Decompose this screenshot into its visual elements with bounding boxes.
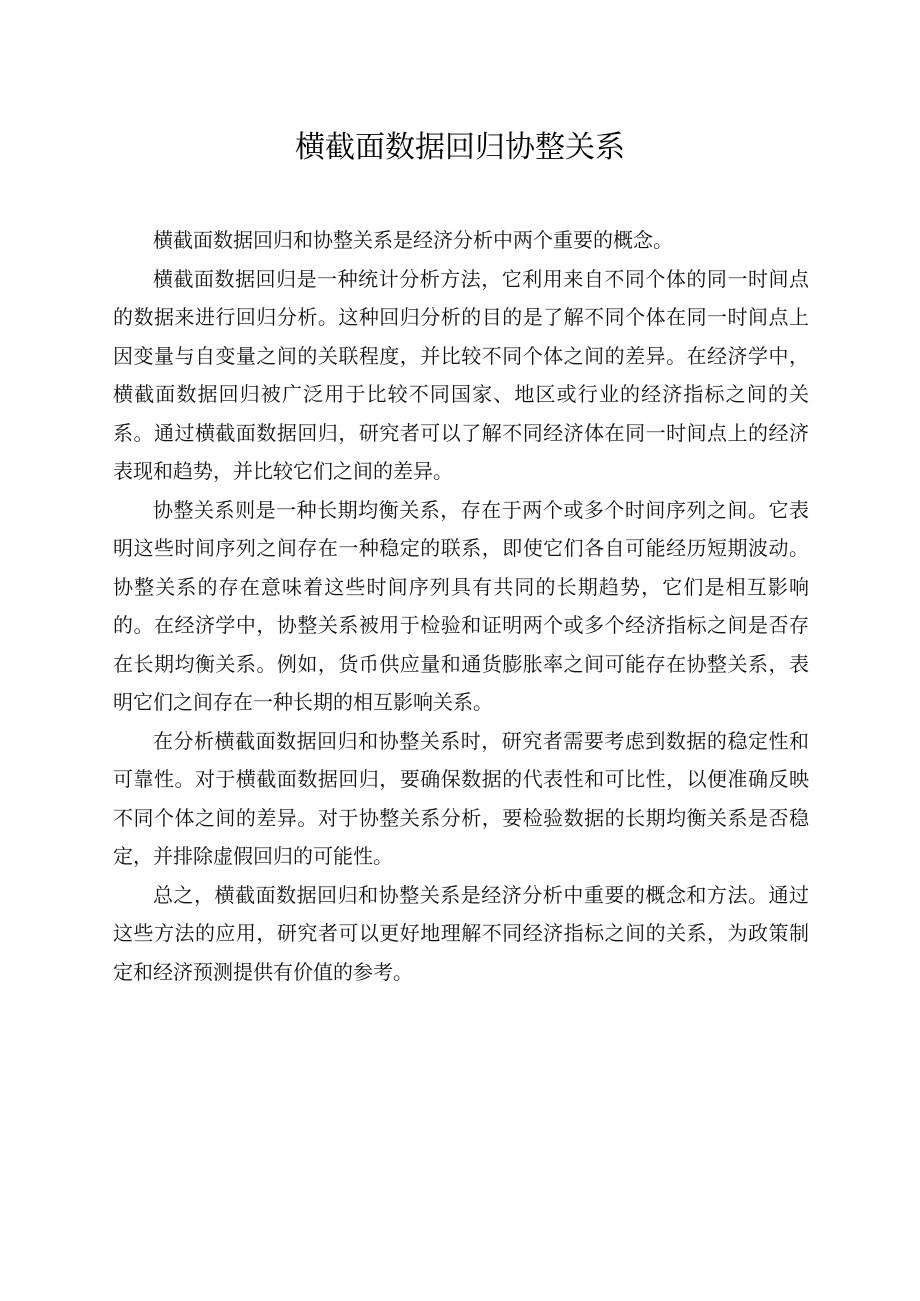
paragraph-intro: 横截面数据回归和协整关系是经济分析中两个重要的概念。 bbox=[153, 228, 673, 252]
paragraph-cointegration: 协整关系则是一种长期均衡关系，存在于两个或多个时间序列之间。它表明这些时间序列之间存在一种稳定的联系，即使它们各自可能经历短期波动。协整关系的存在意味着这些时间序列具有共同的长期趋势，它们是相互影响的。在经济学中，协整关系被用于检验和证明两个或多个经济指标之间是否存在长期均衡关系。例如，货币供应量和通货膨胀率之间可能存在协整关系，表明它们之间存在一种长期的相互影响关系。 bbox=[113, 497, 809, 714]
paragraph-analysis-considerations: 在分析横截面数据回归和协整关系时，研究者需要考虑到数据的稳定性和可靠性。对于横截面数据回归，要确保数据的代表性和可比性，以便准确反映不同个体之间的差异。对于协整关系分析，要检验数据的长期均衡关系是否稳定，并排除虚假回归的可能性。 bbox=[113, 728, 809, 868]
document-body bbox=[113, 221, 809, 991]
paragraph-conclusion: 总之，横截面数据回归和协整关系是经济分析中重要的概念和方法。通过这些方法的应用，研究者可以更好地理解不同经济指标之间的关系，为政策制定和经济预测提供有价值的参考。 bbox=[113, 882, 809, 984]
paragraph-cross-section-regression: 横截面数据回归是一种统计分析方法，它利用来自不同个体的同一时间点的数据来进行回归分析。这种回归分析的目的是了解不同个体在同一时间点上因变量与自变量之间的关联程度，并比较不同个体之间的差异。在经济学中，横截面数据回归被广泛用于比较不同国家、地区或行业的经济指标之间的关系。通过横截面数据回归，研究者可以了解不同经济体在同一时间点上的经济表现和趋势，并比较它们之间的差异。 bbox=[113, 266, 809, 483]
document-title: 横截面数据回归协整关系 bbox=[295, 130, 625, 165]
